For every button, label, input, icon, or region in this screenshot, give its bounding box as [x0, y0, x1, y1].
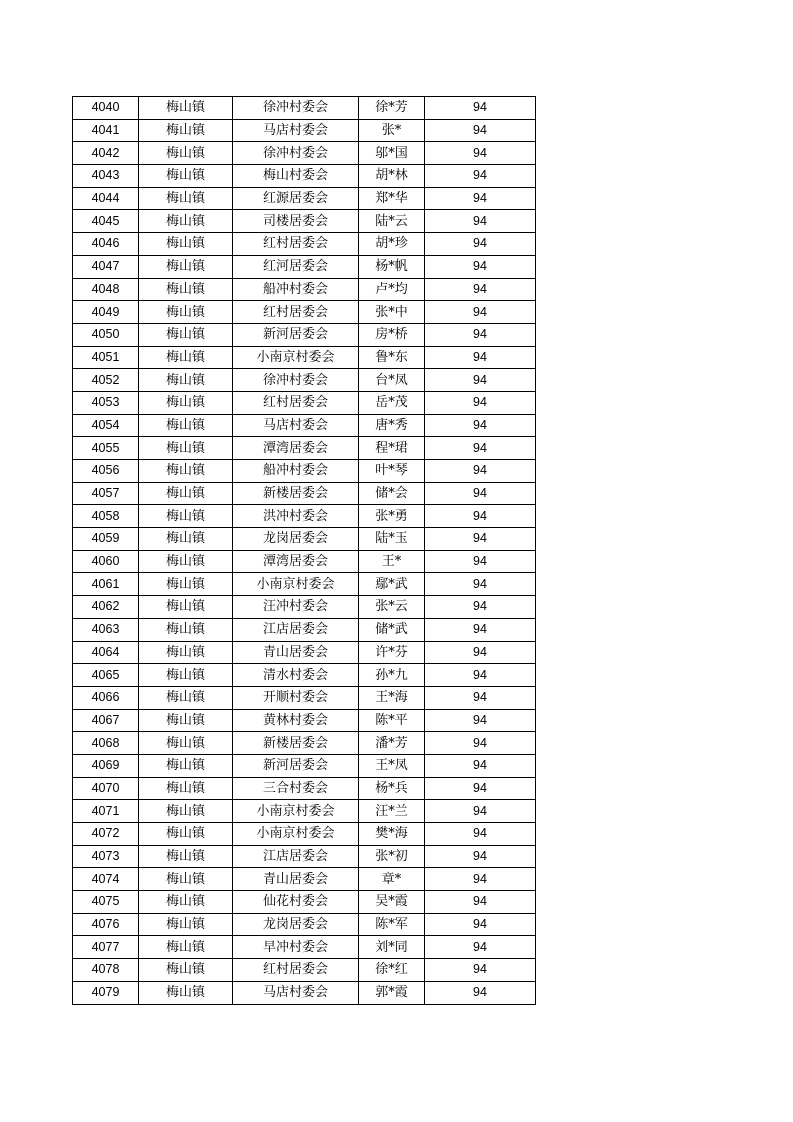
- table-row: [73, 573, 536, 596]
- score-cell: 94: [425, 732, 536, 755]
- row-number-cell: 4052: [73, 369, 139, 392]
- name-cell: 张*云: [359, 596, 425, 619]
- name-cell: 鲁*东: [359, 346, 425, 369]
- table-row: [73, 959, 536, 982]
- name-cell: 储*会: [359, 482, 425, 505]
- score-cell: 94: [425, 505, 536, 528]
- score-cell: 94: [425, 97, 536, 120]
- row-number-cell: 4068: [73, 732, 139, 755]
- town-cell: 梅山镇: [139, 369, 233, 392]
- committee-cell: 潭湾居委会: [233, 550, 359, 573]
- name-cell: 陆*云: [359, 210, 425, 233]
- town-cell: 梅山镇: [139, 754, 233, 777]
- row-number-cell: 4063: [73, 618, 139, 641]
- table-row: [73, 641, 536, 664]
- committee-cell: 开顺村委会: [233, 686, 359, 709]
- town-cell: 梅山镇: [139, 414, 233, 437]
- score-cell: 94: [425, 618, 536, 641]
- town-cell: 梅山镇: [139, 482, 233, 505]
- row-number-cell: 4077: [73, 936, 139, 959]
- committee-cell: 小南京村委会: [233, 823, 359, 846]
- row-number-cell: 4072: [73, 823, 139, 846]
- table-body: [73, 97, 536, 1005]
- name-cell: 王*海: [359, 686, 425, 709]
- name-cell: 王*: [359, 550, 425, 573]
- row-number-cell: 4065: [73, 664, 139, 687]
- town-cell: 梅山镇: [139, 323, 233, 346]
- table-row: [73, 414, 536, 437]
- table-row: [73, 437, 536, 460]
- row-number-cell: 4069: [73, 754, 139, 777]
- committee-cell: 红村居委会: [233, 391, 359, 414]
- score-cell: 94: [425, 800, 536, 823]
- score-cell: 94: [425, 664, 536, 687]
- town-cell: 梅山镇: [139, 664, 233, 687]
- committee-cell: 青山居委会: [233, 641, 359, 664]
- table-row: [73, 187, 536, 210]
- table-row: [73, 323, 536, 346]
- row-number-cell: 4043: [73, 165, 139, 188]
- committee-cell: 三合村委会: [233, 777, 359, 800]
- score-cell: 94: [425, 754, 536, 777]
- score-cell: 94: [425, 641, 536, 664]
- table-row: [73, 596, 536, 619]
- name-cell: 徐*芳: [359, 97, 425, 120]
- score-cell: 94: [425, 210, 536, 233]
- committee-cell: 马店村委会: [233, 414, 359, 437]
- table-row: [73, 278, 536, 301]
- name-cell: 胡*林: [359, 165, 425, 188]
- score-cell: 94: [425, 437, 536, 460]
- table-row: [73, 754, 536, 777]
- committee-cell: 潭湾居委会: [233, 437, 359, 460]
- committee-cell: 徐冲村委会: [233, 142, 359, 165]
- score-cell: 94: [425, 233, 536, 256]
- committee-cell: 梅山村委会: [233, 165, 359, 188]
- town-cell: 梅山镇: [139, 732, 233, 755]
- name-cell: 叶*琴: [359, 460, 425, 483]
- committee-cell: 洪冲村委会: [233, 505, 359, 528]
- score-cell: 94: [425, 482, 536, 505]
- committee-cell: 早冲村委会: [233, 936, 359, 959]
- row-number-cell: 4056: [73, 460, 139, 483]
- committee-cell: 红村居委会: [233, 233, 359, 256]
- committee-cell: 汪冲村委会: [233, 596, 359, 619]
- score-cell: 94: [425, 936, 536, 959]
- score-cell: 94: [425, 868, 536, 891]
- town-cell: 梅山镇: [139, 233, 233, 256]
- name-cell: 张*勇: [359, 505, 425, 528]
- committee-cell: 江店居委会: [233, 845, 359, 868]
- row-number-cell: 4050: [73, 323, 139, 346]
- town-cell: 梅山镇: [139, 891, 233, 914]
- table-row: [73, 550, 536, 573]
- town-cell: 梅山镇: [139, 528, 233, 551]
- committee-cell: 新楼居委会: [233, 482, 359, 505]
- committee-cell: 徐冲村委会: [233, 369, 359, 392]
- score-cell: 94: [425, 913, 536, 936]
- name-cell: 潘*芳: [359, 732, 425, 755]
- score-cell: 94: [425, 550, 536, 573]
- town-cell: 梅山镇: [139, 505, 233, 528]
- town-cell: 梅山镇: [139, 346, 233, 369]
- town-cell: 梅山镇: [139, 142, 233, 165]
- name-cell: 胡*珍: [359, 233, 425, 256]
- committee-cell: 红村居委会: [233, 301, 359, 324]
- name-cell: 樊*海: [359, 823, 425, 846]
- table-row: [73, 391, 536, 414]
- town-cell: 梅山镇: [139, 165, 233, 188]
- score-cell: 94: [425, 981, 536, 1004]
- town-cell: 梅山镇: [139, 777, 233, 800]
- town-cell: 梅山镇: [139, 97, 233, 120]
- committee-cell: 小南京村委会: [233, 573, 359, 596]
- town-cell: 梅山镇: [139, 573, 233, 596]
- row-number-cell: 4067: [73, 709, 139, 732]
- committee-cell: 新楼居委会: [233, 732, 359, 755]
- score-cell: 94: [425, 891, 536, 914]
- row-number-cell: 4076: [73, 913, 139, 936]
- row-number-cell: 4075: [73, 891, 139, 914]
- name-cell: 储*武: [359, 618, 425, 641]
- town-cell: 梅山镇: [139, 596, 233, 619]
- data-table: [72, 96, 536, 1005]
- name-cell: 陆*玉: [359, 528, 425, 551]
- row-number-cell: 4053: [73, 391, 139, 414]
- score-cell: 94: [425, 959, 536, 982]
- committee-cell: 红源居委会: [233, 187, 359, 210]
- committee-cell: 船冲村委会: [233, 460, 359, 483]
- name-cell: 邬*国: [359, 142, 425, 165]
- name-cell: 岳*茂: [359, 391, 425, 414]
- name-cell: 张*: [359, 119, 425, 142]
- town-cell: 梅山镇: [139, 800, 233, 823]
- row-number-cell: 4058: [73, 505, 139, 528]
- committee-cell: 新河居委会: [233, 754, 359, 777]
- table-row: [73, 346, 536, 369]
- town-cell: 梅山镇: [139, 460, 233, 483]
- name-cell: 张*中: [359, 301, 425, 324]
- name-cell: 陈*平: [359, 709, 425, 732]
- table-row: [73, 936, 536, 959]
- table-row: [73, 255, 536, 278]
- name-cell: 郭*霞: [359, 981, 425, 1004]
- name-cell: 刘*同: [359, 936, 425, 959]
- town-cell: 梅山镇: [139, 913, 233, 936]
- score-cell: 94: [425, 142, 536, 165]
- table-row: [73, 460, 536, 483]
- score-cell: 94: [425, 460, 536, 483]
- score-cell: 94: [425, 528, 536, 551]
- table-row: [73, 97, 536, 120]
- table-row: [73, 891, 536, 914]
- row-number-cell: 4055: [73, 437, 139, 460]
- name-cell: 王*凤: [359, 754, 425, 777]
- name-cell: 台*凤: [359, 369, 425, 392]
- table-row: [73, 505, 536, 528]
- town-cell: 梅山镇: [139, 686, 233, 709]
- town-cell: 梅山镇: [139, 709, 233, 732]
- committee-cell: 马店村委会: [233, 119, 359, 142]
- name-cell: 卢*均: [359, 278, 425, 301]
- row-number-cell: 4071: [73, 800, 139, 823]
- committee-cell: 红河居委会: [233, 255, 359, 278]
- table-row: [73, 845, 536, 868]
- committee-cell: 清水村委会: [233, 664, 359, 687]
- row-number-cell: 4066: [73, 686, 139, 709]
- score-cell: 94: [425, 391, 536, 414]
- table-row: [73, 142, 536, 165]
- score-cell: 94: [425, 187, 536, 210]
- name-cell: 吴*霞: [359, 891, 425, 914]
- table-row: [73, 233, 536, 256]
- table-row: [73, 664, 536, 687]
- town-cell: 梅山镇: [139, 119, 233, 142]
- score-cell: 94: [425, 165, 536, 188]
- town-cell: 梅山镇: [139, 391, 233, 414]
- score-cell: 94: [425, 301, 536, 324]
- table-row: [73, 165, 536, 188]
- table-row: [73, 823, 536, 846]
- committee-cell: 黄林村委会: [233, 709, 359, 732]
- table-row: [73, 686, 536, 709]
- table-row: [73, 777, 536, 800]
- row-number-cell: 4049: [73, 301, 139, 324]
- town-cell: 梅山镇: [139, 187, 233, 210]
- score-cell: 94: [425, 323, 536, 346]
- row-number-cell: 4048: [73, 278, 139, 301]
- committee-cell: 船冲村委会: [233, 278, 359, 301]
- committee-cell: 龙岗居委会: [233, 913, 359, 936]
- town-cell: 梅山镇: [139, 255, 233, 278]
- score-cell: 94: [425, 845, 536, 868]
- committee-cell: 马店村委会: [233, 981, 359, 1004]
- score-cell: 94: [425, 119, 536, 142]
- row-number-cell: 4070: [73, 777, 139, 800]
- row-number-cell: 4041: [73, 119, 139, 142]
- row-number-cell: 4060: [73, 550, 139, 573]
- score-cell: 94: [425, 823, 536, 846]
- table-row: [73, 868, 536, 891]
- row-number-cell: 4073: [73, 845, 139, 868]
- table-row: [73, 709, 536, 732]
- town-cell: 梅山镇: [139, 845, 233, 868]
- row-number-cell: 4064: [73, 641, 139, 664]
- score-cell: 94: [425, 255, 536, 278]
- committee-cell: 新河居委会: [233, 323, 359, 346]
- name-cell: 汪*兰: [359, 800, 425, 823]
- name-cell: 章*: [359, 868, 425, 891]
- row-number-cell: 4042: [73, 142, 139, 165]
- score-cell: 94: [425, 573, 536, 596]
- score-cell: 94: [425, 686, 536, 709]
- town-cell: 梅山镇: [139, 936, 233, 959]
- name-cell: 许*芬: [359, 641, 425, 664]
- town-cell: 梅山镇: [139, 618, 233, 641]
- table-row: [73, 369, 536, 392]
- score-cell: 94: [425, 777, 536, 800]
- score-cell: 94: [425, 414, 536, 437]
- committee-cell: 仙花村委会: [233, 891, 359, 914]
- committee-cell: 青山居委会: [233, 868, 359, 891]
- committee-cell: 司楼居委会: [233, 210, 359, 233]
- score-cell: 94: [425, 278, 536, 301]
- town-cell: 梅山镇: [139, 278, 233, 301]
- table-row: [73, 482, 536, 505]
- table-row: [73, 618, 536, 641]
- name-cell: 程*珺: [359, 437, 425, 460]
- table-row: [73, 981, 536, 1004]
- committee-cell: 小南京村委会: [233, 346, 359, 369]
- row-number-cell: 4040: [73, 97, 139, 120]
- row-number-cell: 4046: [73, 233, 139, 256]
- score-cell: 94: [425, 596, 536, 619]
- town-cell: 梅山镇: [139, 641, 233, 664]
- name-cell: 徐*红: [359, 959, 425, 982]
- name-cell: 房*桥: [359, 323, 425, 346]
- table-row: [73, 732, 536, 755]
- row-number-cell: 4045: [73, 210, 139, 233]
- row-number-cell: 4079: [73, 981, 139, 1004]
- town-cell: 梅山镇: [139, 210, 233, 233]
- row-number-cell: 4051: [73, 346, 139, 369]
- committee-cell: 江店居委会: [233, 618, 359, 641]
- table-row: [73, 119, 536, 142]
- table-row: [73, 913, 536, 936]
- row-number-cell: 4078: [73, 959, 139, 982]
- row-number-cell: 4054: [73, 414, 139, 437]
- committee-cell: 红村居委会: [233, 959, 359, 982]
- town-cell: 梅山镇: [139, 868, 233, 891]
- row-number-cell: 4062: [73, 596, 139, 619]
- name-cell: 张*初: [359, 845, 425, 868]
- town-cell: 梅山镇: [139, 550, 233, 573]
- row-number-cell: 4074: [73, 868, 139, 891]
- row-number-cell: 4047: [73, 255, 139, 278]
- row-number-cell: 4059: [73, 528, 139, 551]
- town-cell: 梅山镇: [139, 437, 233, 460]
- name-cell: 杨*帆: [359, 255, 425, 278]
- town-cell: 梅山镇: [139, 959, 233, 982]
- town-cell: 梅山镇: [139, 981, 233, 1004]
- town-cell: 梅山镇: [139, 301, 233, 324]
- name-cell: 孙*九: [359, 664, 425, 687]
- name-cell: 鄢*武: [359, 573, 425, 596]
- name-cell: 唐*秀: [359, 414, 425, 437]
- row-number-cell: 4057: [73, 482, 139, 505]
- name-cell: 杨*兵: [359, 777, 425, 800]
- committee-cell: 徐冲村委会: [233, 97, 359, 120]
- committee-cell: 龙岗居委会: [233, 528, 359, 551]
- score-cell: 94: [425, 709, 536, 732]
- row-number-cell: 4061: [73, 573, 139, 596]
- name-cell: 郑*华: [359, 187, 425, 210]
- table-row: [73, 301, 536, 324]
- table-row: [73, 210, 536, 233]
- name-cell: 陈*军: [359, 913, 425, 936]
- score-cell: 94: [425, 369, 536, 392]
- town-cell: 梅山镇: [139, 823, 233, 846]
- table-row: [73, 528, 536, 551]
- score-cell: 94: [425, 346, 536, 369]
- table-row: [73, 800, 536, 823]
- committee-cell: 小南京村委会: [233, 800, 359, 823]
- row-number-cell: 4044: [73, 187, 139, 210]
